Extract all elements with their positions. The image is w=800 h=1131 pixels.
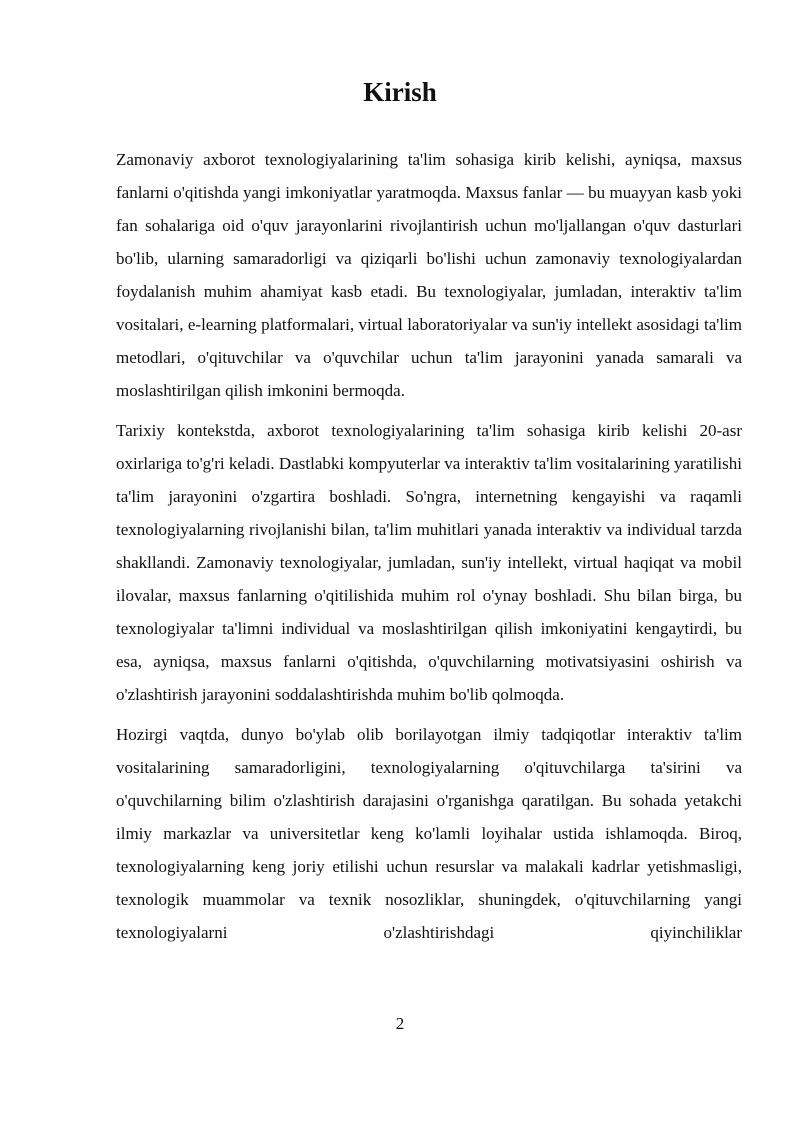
body-text [116,143,742,956]
page-title: Kirish [363,77,437,107]
paragraph-3: Hozirgi vaqtda, dunyo bo'ylab olib borilayotgan ilmiy tadqiqotlar interaktiv ta'lim vositalarining samaradorligini, texnologiyalarning o'qituvchilarga ta'sirini va o'quvchilarning bilim o'zlashtirish darajasini o'rganishga qaratilgan. Bu sohada yetakchi ilmiy markazlar va universitetlar keng ko'lamli loyihalar ustida ishlamoqda. Biroq, texnologiyalarning keng joriy etilishi uchun resurslar va malakali kadrlar yetishmasligi, texnologik muammolar va texnik nosozliklar, shuningdek, o'qituvchilarning yangi texnologiyalarni o'zlashtirishdagi qiyinchiliklar [116,725,742,942]
paragraph-1: Zamonaviy axborot texnologiyalarining ta'lim sohasiga kirib kelishi, ayniqsa, maxsus fanlarni o'qitishda yangi imkoniyatlar yaratmoqda. Maxsus fanlar — bu muayyan kasb yoki fan sohalariga oid o'quv jarayonlarini rivojlantirish uchun mo'ljallangan o'quv dasturlari bo'lib, ularning samaradorligi va qiziqarli bo'lishi uchun zamonaviy texnologiyalardan foydalanish muhim ahamiyat kasb etadi. Bu texnologiyalar, jumladan, interaktiv ta'lim vositalari, e-learning platformalari, virtual laboratoriyalar va sun'iy intellekt asosidagi ta'lim metodlari, o'qituvchilar va o'quvchilar uchun ta'lim jarayonini yanada samarali va moslashtirilgan qilish imkonini bermoqda. [116,150,742,400]
paragraph-2: Tarixiy kontekstda, axborot texnologiyalarining ta'lim sohasiga kirib kelishi 20-asr oxirlariga to'g'ri keladi. Dastlabki kompyuterlar va interaktiv ta'lim vositalarining yaratilishi ta'lim jarayonini o'zgartira boshladi. So'ngra, internetning kengayishi va raqamli texnologiyalarning rivojlanishi bilan, ta'lim muhitlari yanada interaktiv va individual tarzda shakllandi. Zamonaviy texnologiyalar, jumladan, sun'iy intellekt, virtual haqiqat va mobil ilovalar, maxsus fanlarning o'qitilishida muhim rol o'ynay boshladi. Shu bilan birga, bu texnologiyalar ta'limni individual va moslashtirilgan qilish imkoniyatini kengaytirdi, bu esa, ayniqsa, maxsus fanlarni o'qitishda, o'quvchilarning motivatsiyasini oshirish va o'zlashtirish jarayonini soddalashtirishda muhim bo'lib qolmoqda. [116,421,742,704]
page-number: 2 [395,1014,405,1033]
